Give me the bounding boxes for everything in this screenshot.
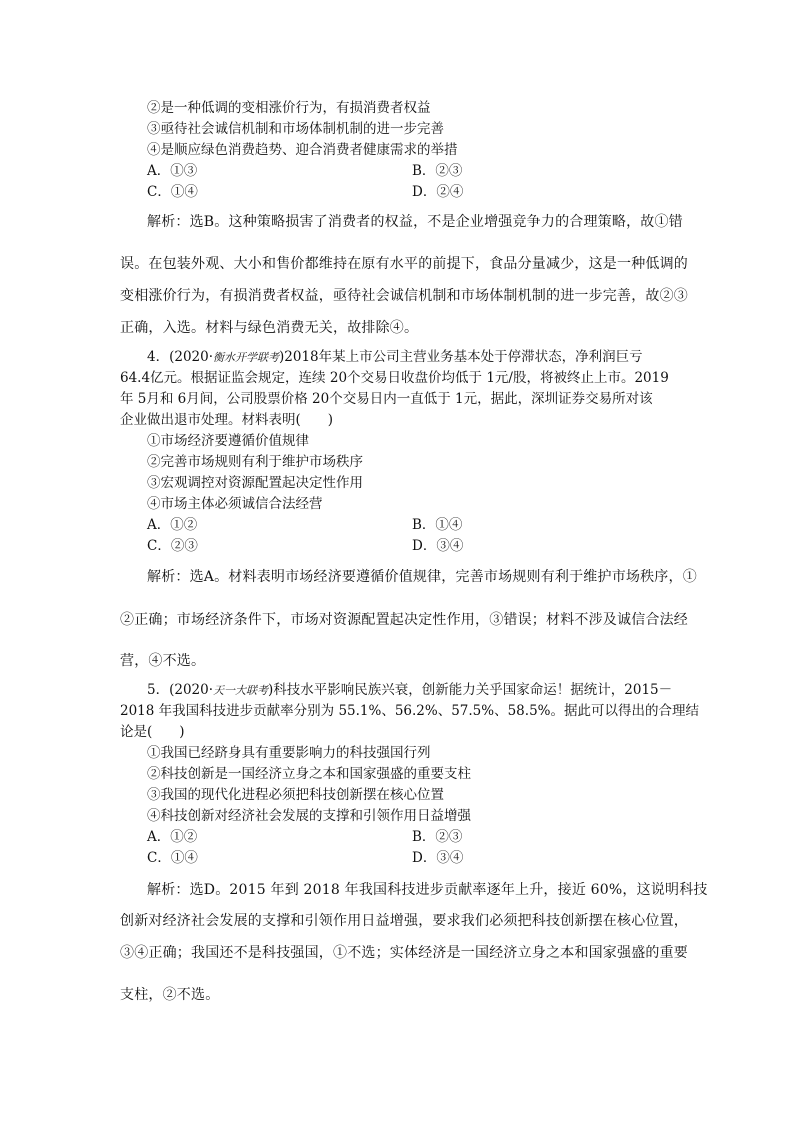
q4-source: 衡水开学联考: [213, 351, 280, 364]
q5-choice-a: A．①②: [147, 829, 198, 845]
q3-choice-d: D．②④: [412, 184, 464, 200]
q4-stem-line-3: 年 5月和 6月间，公司股票价格 20个交易日内一直低于 1元，据此，深圳证券交易所对该: [120, 391, 653, 407]
q3-analysis-line-4: 正确，入选。材料与绿色消费无关，故排除④。: [120, 320, 419, 336]
q4-option-3: ③宏观调控对资源配置起决定性作用: [147, 475, 363, 491]
q4-choice-c: C．②③: [147, 538, 198, 554]
q3-option-4: ④是顺应绿色消费趋势、迎合消费者健康需求的举措: [147, 142, 458, 158]
q5-choice-d: D．③④: [412, 850, 464, 866]
q5-analysis-line-4: 支柱，②不选。: [120, 987, 220, 1003]
q5-stem-rest: )科技水平影响民族兴衰，创新能力关乎国家命运！据统计，2015－: [268, 682, 673, 698]
q5-source: 天一大联考: [213, 684, 269, 697]
q5-analysis-line-1: 解析：选D。2015 年到 2018 年我国科技进步贡献率逐年上升，接近 60%，这说明科技: [147, 882, 708, 898]
q5-option-3: ③我国的现代化进程必须把科技创新摆在核心位置: [147, 787, 444, 803]
q4-analysis-line-3: 营，④不选。: [120, 653, 206, 669]
q3-analysis-line-2: 误。在包装外观、大小和售价都维持在原有水平的前提下，食品分量减少，这是一种低调的: [120, 256, 688, 272]
q5-stem-line-2: 2018 年我国科技进步贡献率分别为 55.1%、56.2%、57.5%、58.5%。据此可以得出的合理结: [120, 703, 699, 719]
q3-option-3: ③亟待社会诚信机制和市场体制机制的进一步完善: [147, 121, 444, 137]
q4-choice-d: D．③④: [412, 538, 464, 554]
q3-choice-b: B．②③: [412, 163, 463, 179]
q5-analysis-line-2: 创新对经济社会发展的支撑和引领作用日益增强，要求我们必须把科技创新摆在核心位置，: [120, 913, 688, 929]
q5-option-4: ④科技创新对经济社会发展的支撑和引领作用日益增强: [147, 808, 471, 824]
q5-stem-line-3: 论是( ): [120, 724, 185, 740]
q5-option-2: ②科技创新是一国经济立身之本和国家强盛的重要支柱: [147, 766, 471, 782]
q5-option-1: ①我国已经跻身具有重要影响力的科技强国行列: [147, 745, 431, 761]
q3-analysis-line-1: 解析：选B。这种策略损害了消费者的权益，不是企业增强竞争力的合理策略，故①错: [147, 214, 683, 230]
q3-analysis-line-3: 变相涨价行为，有损消费者权益，亟待社会诚信机制和市场体制机制的进一步完善，故②③: [120, 288, 688, 304]
q4-stem-rest: )2018年某上市公司主营业务基本处于停滞状态，净利润巨亏: [279, 349, 643, 365]
q4-choice-a: A．①②: [147, 517, 198, 533]
q3-option-2: ②是一种低调的变相涨价行为，有损消费者权益: [147, 100, 431, 116]
q4-option-1: ①市场经济要遵循价值规律: [147, 433, 309, 449]
q5-choice-b: B．②③: [412, 829, 463, 845]
q4-analysis-line-2: ②正确；市场经济条件下，市场对资源配置起决定性作用，③错误；材料不涉及诚信合法经: [120, 612, 688, 628]
q3-choice-a: A．①③: [147, 163, 198, 179]
q4-option-2: ②完善市场规则有利于维护市场秩序: [147, 454, 363, 470]
q5-choice-c: C．①④: [147, 850, 198, 866]
q4-stem-line-2: 64.4亿元。根据证监会规定，连续 20个交易日收盘价均低于 1元/股，将被终止上市。2019: [120, 370, 669, 386]
q4-choice-b: B．①④: [412, 517, 463, 533]
q4-stem-line-1: [147, 347, 643, 368]
q4-stem-line-4: 企业做出退市处理。材料表明( ): [120, 412, 334, 428]
q4-analysis-line-1: 解析：选A。材料表明市场经济要遵循价值规律，完善市场规则有利于维护市场秩序，①: [147, 569, 697, 585]
q4-option-4: ④市场主体必须诚信合法经营: [147, 496, 323, 512]
q4-number: 4．(2020·: [147, 349, 214, 365]
q5-stem-line-1: [147, 680, 672, 701]
q3-choice-c: C．①④: [147, 184, 198, 200]
q5-number: 5．(2020·: [147, 682, 214, 698]
q5-analysis-line-3: ③④正确；我国还不是科技强国，①不选；实体经济是一国经济立身之本和国家强盛的重要: [120, 945, 688, 961]
